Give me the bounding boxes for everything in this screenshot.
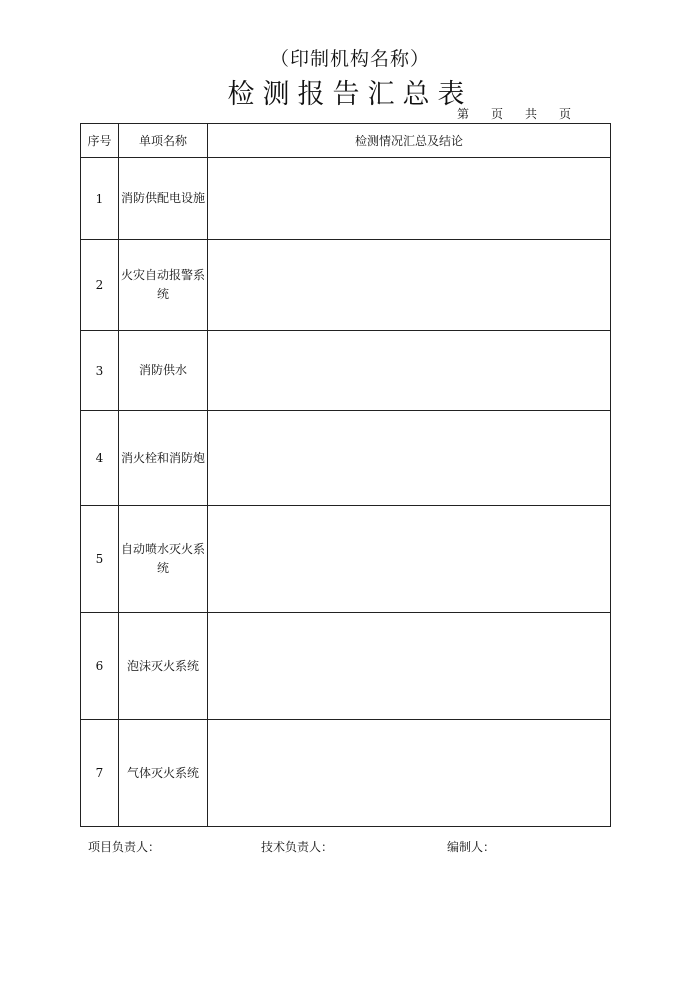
row-result[interactable] [208, 613, 611, 720]
row-name: 泡沫灭火系统 [119, 613, 208, 720]
row-no: 5 [81, 506, 119, 613]
table-row [81, 158, 611, 240]
table-header-row [81, 124, 611, 158]
tech-lead-label: 技术负责人： [261, 840, 334, 854]
row-result[interactable] [208, 240, 611, 331]
table-row [81, 331, 611, 411]
summary-table [80, 123, 611, 827]
table-row [81, 506, 611, 613]
page-info-ye: 页 [490, 107, 503, 121]
row-result[interactable] [208, 331, 611, 411]
header-result: 检测情况汇总及结论 [208, 124, 611, 158]
row-no: 2 [81, 240, 119, 331]
page-info [446, 105, 582, 122]
row-result[interactable] [208, 506, 611, 613]
row-name: 自动喷水灭火系统 [119, 506, 208, 613]
table-row [81, 411, 611, 506]
page-info-ye2: 页 [558, 107, 571, 121]
row-no: 6 [81, 613, 119, 720]
row-name: 消防供配电设施 [119, 158, 208, 240]
row-result[interactable] [208, 158, 611, 240]
row-result[interactable] [208, 720, 611, 827]
row-no: 1 [81, 158, 119, 240]
row-name: 消防供水 [119, 331, 208, 411]
row-no: 3 [81, 331, 119, 411]
table-row [81, 720, 611, 827]
org-name: （印制机构名称） [269, 48, 430, 70]
header-name: 单项名称 [119, 124, 208, 158]
row-no: 4 [81, 411, 119, 506]
page-info-di: 第 [456, 107, 469, 121]
row-name: 消火栓和消防炮 [119, 411, 208, 506]
page-info-gong: 共 [524, 107, 537, 121]
table-row [81, 240, 611, 331]
row-no: 7 [81, 720, 119, 827]
table-row [81, 613, 611, 720]
row-name: 气体灭火系统 [119, 720, 208, 827]
editor-label: 编制人： [447, 840, 496, 854]
row-name: 火灾自动报警系统 [119, 240, 208, 331]
page-title: 检测报告汇总表 [227, 79, 473, 110]
project-lead-label: 项目负责人： [88, 840, 161, 854]
header-no: 序号 [81, 124, 119, 158]
row-result[interactable] [208, 411, 611, 506]
